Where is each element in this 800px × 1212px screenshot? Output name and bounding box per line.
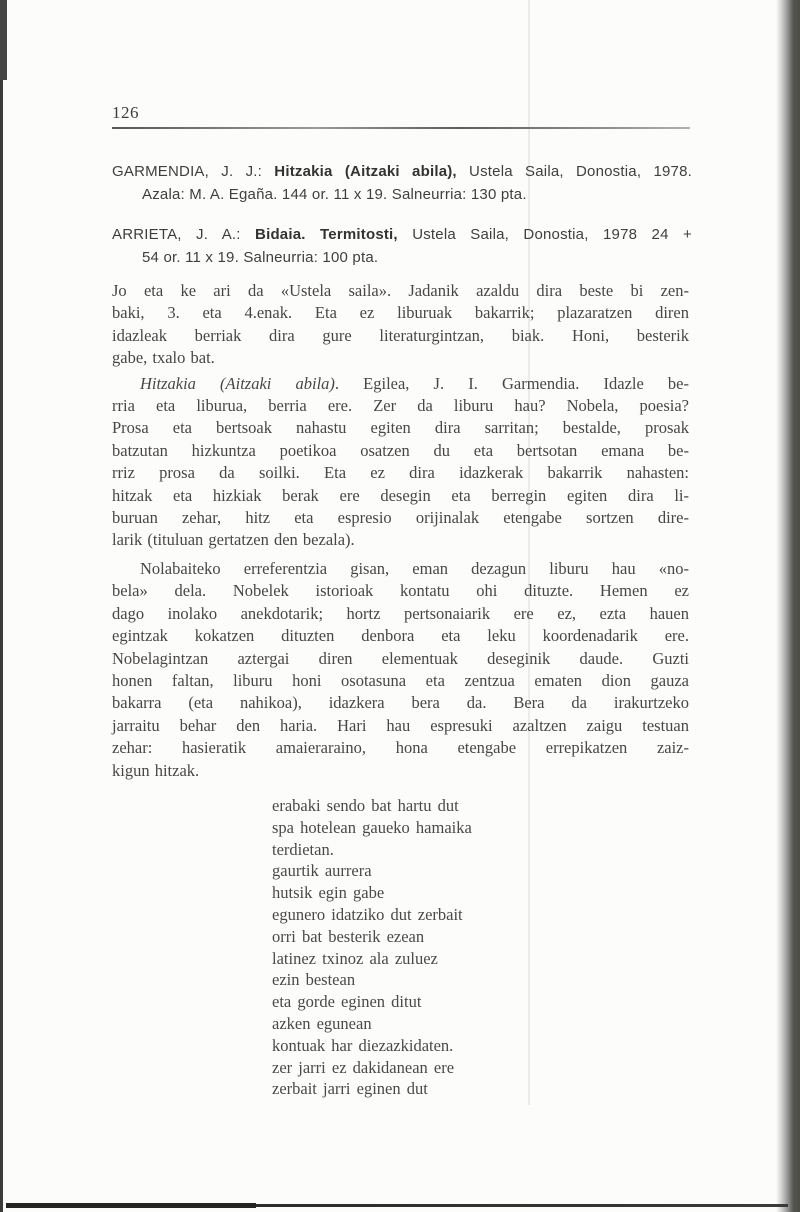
- header-rule: [112, 127, 690, 129]
- text-line: dago inolako anekdotarik; hortz pertsonaiarik ere ez, ezta hauen: [112, 603, 689, 623]
- poem-line: orri bat besterik ezean: [272, 926, 425, 946]
- text-line: rriz prosa da soilki. Eta ez dira idazkerak bakarrik nahasten:: [112, 463, 689, 483]
- bibliography-entry: [112, 223, 692, 269]
- bibliography-entry: [112, 160, 692, 206]
- body-paragraph: [112, 280, 689, 370]
- poem-line: ezin bestean: [272, 970, 356, 990]
- poem-line: egunero idatziko dut zerbait: [272, 904, 463, 924]
- text-line: Prosa eta bertsoak nahastu egiten dira sarritan; bestalde, prosak: [112, 418, 689, 438]
- left-spine-shadow: [0, 0, 3, 1212]
- page-number: 126: [112, 103, 139, 122]
- poem-line: eta gorde eginen ditut: [272, 992, 422, 1012]
- poem-line: erabaki sendo bat hartu dut: [272, 796, 459, 815]
- bibliography-line: GARMENDIA, J. J.: Hitzakia (Aitzaki abila), Ustela Saila, Donostia, 1978.: [112, 163, 692, 180]
- text-line: hitzak eta hizkiak berak ere desegin eta berregin egiten dira li-: [112, 485, 689, 505]
- right-edge-shadow: [776, 0, 800, 1212]
- poem-line: hutsik egin gabe: [272, 883, 385, 903]
- text-line: jarraitu behar den haria. Hari hau espresuki azaltzen zaigu testuan: [112, 715, 689, 735]
- poem-line: azken egunean: [272, 1013, 372, 1033]
- body-paragraph: [112, 558, 689, 782]
- text-line: Hitzakia (Aitzaki abila). Egilea, J. I. Garmendia. Idazle be-: [140, 373, 689, 393]
- text-line: egintzak kokatzen dituzten denbora eta leku koordenadarik ere.: [112, 626, 689, 646]
- poem-line: zer jarri ez dakidanean ere: [272, 1057, 455, 1077]
- text-line: Nobelagintzan aztergai diren elementuak deseginik daude. Guzti: [112, 648, 689, 668]
- bibliography-section: [112, 160, 692, 269]
- bibliography-line: ARRIETA, J. A.: Bidaia. Termitosti, Ustela Saila, Donostia, 1978 24 +: [112, 226, 693, 243]
- text-line: gabe, txalo bat.: [112, 348, 215, 368]
- bibliography-line: 54 or. 11 x 19. Salneurria: 100 pta.: [142, 249, 379, 266]
- poem-line: gaurtik aurrera: [272, 861, 372, 881]
- text-line: larik (tituluan gertatzen den bezala).: [112, 530, 355, 550]
- text-line: kigun hitzak.: [112, 760, 200, 780]
- poem-line: kontuak har diezazkidaten.: [272, 1035, 454, 1055]
- text-line: bakarra (eta nahikoa), idazkera bera da. Bera da irakurtzeko: [112, 693, 689, 713]
- text-line: idazleak berriak dira gure literaturgintzan, biak. Honi, besterik: [112, 325, 689, 345]
- text-line: batzutan hizkuntza poetikoa osatzen du eta bertsotan emana be-: [112, 440, 689, 460]
- left-spine-shadow-top: [0, 0, 7, 80]
- text-line: rria eta liburua, berria ere. Zer da liburu hau? Nobela, poesia?: [112, 396, 689, 416]
- poem-line: terdietan.: [272, 839, 334, 859]
- text-line: buruan zehar, hitz eta espresio orijinalak etengabe sortzen dire-: [112, 508, 689, 528]
- text-line: bela» dela. Nobelek istorioak kontatu ohi dituzte. Hemen ez: [112, 581, 689, 601]
- poem-line: latinez txinoz ala zuluez: [272, 948, 438, 968]
- poem-line: spa hotelean gaueko hamaika: [272, 817, 472, 837]
- text-line: Nolabaiteko erreferentzia gisan, eman dezagun liburu hau «no-: [140, 558, 689, 578]
- bottom-edge-line-left: [6, 1203, 256, 1208]
- text-line: honen faltan, liburu honi osotasuna eta zentzua ematen dion gauza: [112, 670, 689, 690]
- text-line: baki, 3. eta 4.enak. Eta ez liburuak bakarrik; plazaratzen diren: [112, 303, 689, 323]
- text-line: zehar: hasieratik amaieraraino, hona etengabe errepikatzen zaiz-: [112, 738, 689, 758]
- poem-excerpt: [272, 795, 612, 1100]
- text-line: Jo eta ke ari da «Ustela saila». Jadanik azaldu dira beste bi zen-: [112, 281, 689, 300]
- body-text: [112, 280, 689, 782]
- bibliography-line: Azala: M. A. Egaña. 144 or. 11 x 19. Salneurria: 130 pta.: [142, 186, 527, 203]
- body-paragraph: [112, 373, 689, 552]
- poem-line: zerbait jarri eginen dut: [272, 1079, 428, 1099]
